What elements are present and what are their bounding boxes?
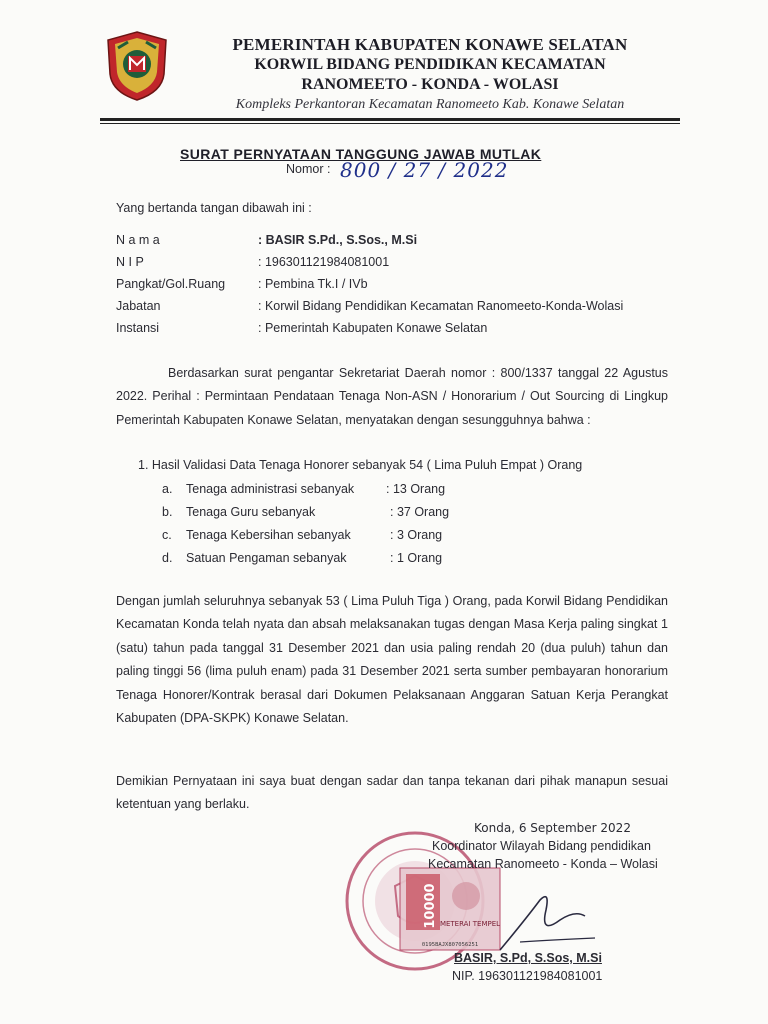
letterhead-address: Kompleks Perkantoran Kecamatan Ranomeeto Kab. Konawe Selatan [235, 97, 625, 112]
letterhead [190, 34, 670, 114]
sub-item-value: : 1 Orang [390, 551, 443, 565]
sub-item-label: Tenaga administrasi sebanyak [186, 482, 355, 496]
sub-item-letter: b. [162, 505, 173, 519]
signature-role-1: Koordinator Wilayah Bidang pendidikan [432, 839, 651, 853]
signatory-nip: NIP. 196301121984081001 [452, 969, 603, 983]
paragraph-statement: Dengan jumlah seluruhnya sebanyak 53 ( Lima Puluh Tiga ) Orang, pada Korwil Bidang Pendidikan Kecamatan Konda telah nyata dan absah melaksanakan tugas dengan Masa Kerja paling singkat 1 (satu) tahun pada tanggal 31 Desember 2021 dan usia paling rendah 20 (dua puluh) tahun dan paling tinggi 56 (lima puluh enam) pada 31 Desember 2021 serta sumber pembayaran honorarium Tenaga Honorer/Kontrak berasal dari Dokumen Pelaksanaan Anggaran Satuan Kerja Perangkat Kabupaten (DPA-SKPK) Konawe Selatan. [116, 594, 668, 726]
regency-logo [104, 30, 170, 102]
signature-role-2: Kecamatan Ranomeeto - Konda – Wolasi [428, 857, 658, 871]
sub-item-value: : 3 Orang [390, 528, 443, 542]
identity-value: : Pemerintah Kabupaten Konawe Selatan [258, 321, 488, 335]
letterhead-line-3: RANOMEETO - KONDA - WOLASI [301, 76, 559, 93]
materai-label: METERAI TEMPEL [439, 920, 501, 928]
identity-label: N a m a [116, 233, 160, 247]
letterhead-rule-thick [100, 118, 680, 121]
letterhead-line-2: KORWIL BIDANG PENDIDIKAN KECAMATAN [254, 56, 606, 73]
identity-value: : 196301121984081001 [258, 255, 390, 269]
paragraph-basis: Berdasarkan surat pengantar Sekretariat Daerah nomor : 800/1337 tanggal 22 Agustus 2022. Perihal : Permintaan Pendataan Tenaga Non-ASN / Honorarium / Out Sourcing di Lingkup Pemerintah Kabupaten Konawe Selatan, menyatakan dengan sesungguhnya bahwa : [116, 366, 668, 427]
handwritten-signature [350, 880, 610, 960]
signature-place-date: Konda, 6 September 2022 [474, 821, 631, 835]
sub-item-label: Satuan Pengaman sebanyak [186, 551, 347, 565]
document-title: SURAT PERNYATAAN TANGGUNG JAWAB MUTLAK [180, 146, 542, 162]
identity-value: : Pembina Tk.I / IVb [258, 277, 368, 291]
intro-text: Yang bertanda tangan dibawah ini : [116, 201, 312, 215]
letterhead-line-1: PEMERINTAH KABUPATEN KONAWE SELATAN [232, 35, 628, 54]
identity-value: : BASIR S.Pd., S.Sos., M.Si [258, 233, 418, 247]
paragraph-closing: Demikian Pernyataan ini saya buat dengan sadar dan tanpa tekanan dari pihak manapun sesuai ketentuan yang berlaku. [116, 774, 668, 812]
signatory-name: BASIR, S.Pd, S.Sos, M.Si [454, 951, 602, 965]
identity-value: : Korwil Bidang Pendidikan Kecamatan Ranomeeto-Konda-Wolasi [258, 299, 624, 313]
sub-item-value: : 37 Orang [390, 505, 450, 519]
nomor-handwritten-value: 800 / 27 / 2022 [340, 158, 509, 182]
sub-item-letter: d. [162, 551, 173, 565]
letterhead-rule-thin [100, 123, 680, 124]
identity-label: N I P [116, 255, 144, 269]
sub-item-label: Tenaga Guru sebanyak [186, 505, 316, 519]
materai-serial: 0195BAJX807056251 [421, 942, 479, 948]
nomor-label: Nomor : [286, 162, 331, 176]
sub-item-label: Tenaga Kebersihan sebanyak [186, 528, 351, 542]
identity-label: Instansi [116, 321, 160, 335]
sub-item-value: : 13 Orang [386, 482, 446, 496]
sub-item-letter: a. [162, 482, 173, 496]
identity-label: Pangkat/Gol.Ruang [116, 277, 226, 291]
sub-item-letter: c. [162, 528, 172, 542]
list-item-validation: 1. Hasil Validasi Data Tenaga Honorer sebanyak 54 ( Lima Puluh Empat ) Orang [138, 458, 583, 472]
materai-value: 10000 [423, 883, 438, 929]
identity-label: Jabatan [116, 299, 161, 313]
